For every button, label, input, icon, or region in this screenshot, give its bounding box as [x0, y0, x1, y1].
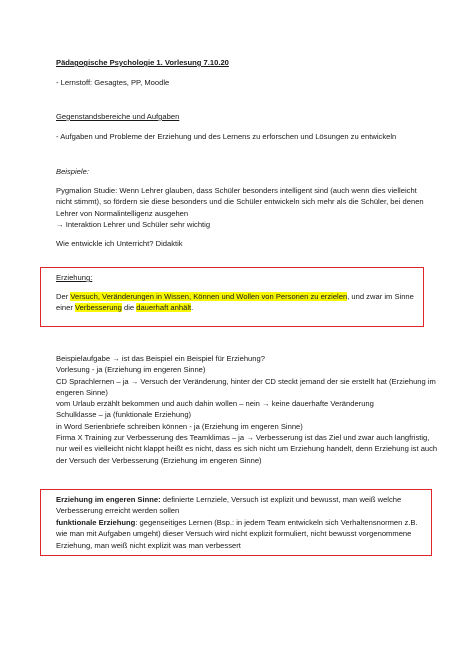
- pygmalion-paragraph: Pygmalion Studie: Wenn Lehrer glauben, dass Schüler besonders intelligent sind (auch wenn dies vielleicht nicht stimmt), so fördern sie diese besonders und die Schüler entwickeln sich mehr als die Schüler, bei denen Lehrer von Normalintelligenz ausgehen: [56, 186, 424, 218]
- beispielaufgabe-line: in Word Serienbriefe schreiben können - ja (Erziehung im engeren Sinne): [56, 421, 303, 431]
- highlight-dauerhaft: dauerhaft anhält: [136, 303, 192, 313]
- beispielaufgabe-line: Beispielaufgabe → ist das Beispiel ein Beispiel für Erziehung?: [56, 354, 265, 363]
- highlight-verbesserung: Verbesserung: [75, 303, 122, 313]
- beispielaufgabe-list: [56, 353, 438, 466]
- engeren-sinne-label: Erziehung im engeren Sinne:: [56, 495, 161, 504]
- erziehung-definition: [56, 291, 418, 314]
- lernstoff-line: - Lernstoff: Gesagtes, PP, Moodle: [56, 78, 170, 87]
- funktionale-erziehung-label: funktionale Erziehung: [56, 518, 136, 527]
- highlight-versuch: Versuch: [70, 292, 98, 301]
- beispielaufgabe-line: vom Urlaub erzählt bekommen und auch dahin wollen – nein → keine dauerhafte Veränderung: [56, 399, 374, 409]
- erziehung-label: Erziehung:: [56, 273, 93, 282]
- aufgaben-line: - Aufgaben und Probleme der Erziehung und des Lernens zu erforschen und Lösungen zu entwickeln: [56, 132, 397, 141]
- beispielaufgabe-line: CD Sprachlernen – ja → Versuch der Veränderung, hinter der CD steckt jemand der sie erstellt hat (Erziehung im engeren Sinne): [56, 376, 436, 397]
- definition-text-3: , und zwar im Sinne einer: [56, 292, 414, 313]
- beispielaufgabe-line: Schulklasse – ja (funktionale Erziehung): [56, 410, 192, 420]
- engeren-sinne-text: definierte Lernziele, Versuch ist explizit und bewusst, man weiß welche Verbesserung erreicht werden sollen: [56, 495, 402, 516]
- section-heading-gegenstand: Gegenstandsbereiche und Aufgaben: [56, 112, 180, 121]
- document-title: Pädagogische Psychologie 1. Vorlesung 7.10.20: [56, 58, 229, 67]
- didaktik-question: Wie entwickle ich Unterricht? Didaktik: [56, 239, 183, 248]
- interaktion-line: → Interaktion Lehrer und Schüler sehr wichtig: [56, 220, 211, 229]
- engeren-sinne-definition: [56, 494, 422, 517]
- funktionale-erziehung-text: : gegenseitiges Lernen (Bsp.: in jedem Team entwickeln sich Verhaltensnormen z.B. wie man mit Aufgaben umgeht) dieser Versuch wird nicht explizit formuliert, nicht bewusst vorgenommene Erziehung, man weiß nicht explizit was man verbessert: [56, 518, 418, 550]
- definition-text-1: Der: [56, 292, 71, 301]
- definition-text-4: die: [121, 303, 137, 313]
- beispielaufgabe-line: Firma X Training zur Verbesserung des Teamklimas – ja → Verbesserung ist das Ziel und zwar auch langfristig, nur weil es vielleicht nicht klappt heißt es nicht, dass es sich nicht um Erziehung handelt, denn Erziehung ist auch der Versuch der Verbesserung (Erziehung im engeren Sinne): [56, 433, 438, 465]
- beispielaufgabe-line: Vorlesung - ja (Erziehung im engeren Sinne): [56, 365, 206, 375]
- highlight-veraenderungen: Veränderungen in Wissen, Können und Wollen von Personen zu erzielen: [102, 292, 348, 301]
- definition-text-5: .: [191, 303, 194, 313]
- beispiele-heading: Beispiele:: [56, 167, 89, 176]
- definition-text-2: ,: [97, 292, 103, 301]
- funktionale-erziehung-definition: [56, 517, 422, 551]
